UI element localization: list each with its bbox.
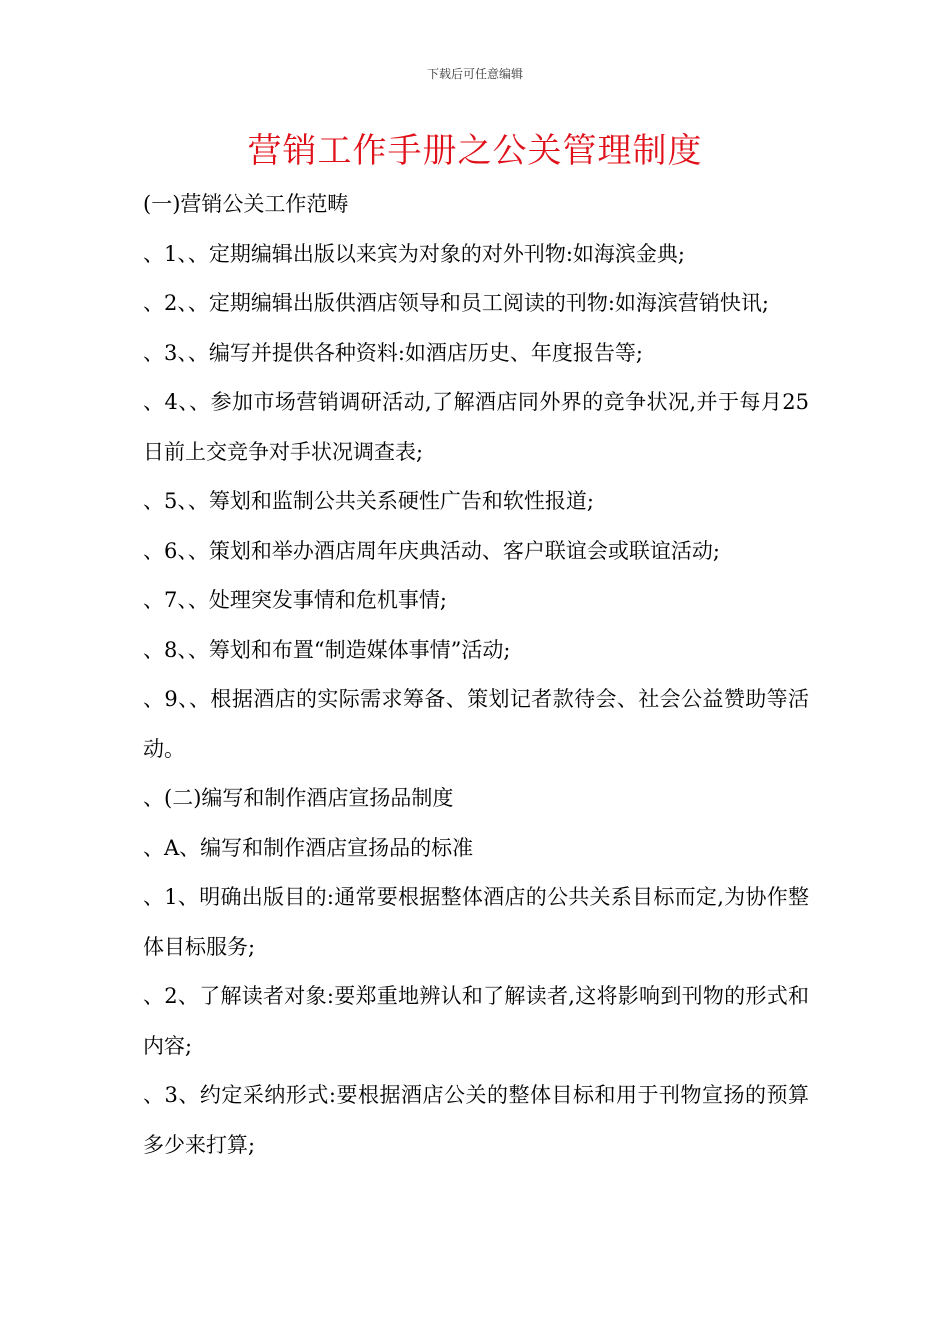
paragraph: 、A、编写和制作酒店宣扬品的标准 xyxy=(143,835,474,860)
paragraph: 、5、、筹划和监制公共关系硬性广告和软性报道; xyxy=(143,489,594,513)
document-title: 营销工作手册之公关管理制度 xyxy=(247,131,703,171)
paragraph: (一)营销公关工作范畴 xyxy=(143,192,349,216)
paragraph: 、2、、定期编辑出版供酒店领导和员工阅读的刊物:如海滨营销快讯; xyxy=(143,291,770,315)
paragraph: 、3、、编写并提供各种资料:如酒店历史、年度报告等; xyxy=(143,340,644,365)
paragraph: 、2、了解读者对象:要郑重地辨认和了解读者,这将影响到刊物的形式和内容; xyxy=(143,984,809,1058)
paragraph: 、6、、策划和举办酒店周年庆典活动、客户联谊会或联谊活动; xyxy=(143,538,720,563)
paragraph: 、9、、根据酒店的实际需求筹备、策划记者款待会、社会公益赞助等活动。 xyxy=(143,687,809,761)
paragraph: 、8、、筹划和布置“制造媒体事情”活动; xyxy=(143,637,511,662)
paragraph: 、4、、参加市场营销调研活动,了解酒店同外界的竞争状况,并于每月25日前上交竞争对手状况调查表; xyxy=(143,390,809,464)
paragraph: 、3、约定采纳形式:要根据酒店公关的整体目标和用于刊物宣扬的预算多少来打算; xyxy=(143,1083,809,1157)
paragraph: 、1、明确出版目的:通常要根据整体酒店的公共关系目标而定,为协作整体目标服务; xyxy=(143,885,809,959)
paragraph: 、(二)编写和制作酒店宣扬品制度 xyxy=(143,786,454,810)
paragraph: 、7、、处理突发事情和危机事情; xyxy=(143,588,447,612)
document-body xyxy=(143,180,809,1170)
page-header: 下载后可任意编辑 xyxy=(426,67,523,81)
paragraph: 、1、、定期编辑出版以来宾为对象的对外刊物:如海滨金典; xyxy=(143,241,686,266)
